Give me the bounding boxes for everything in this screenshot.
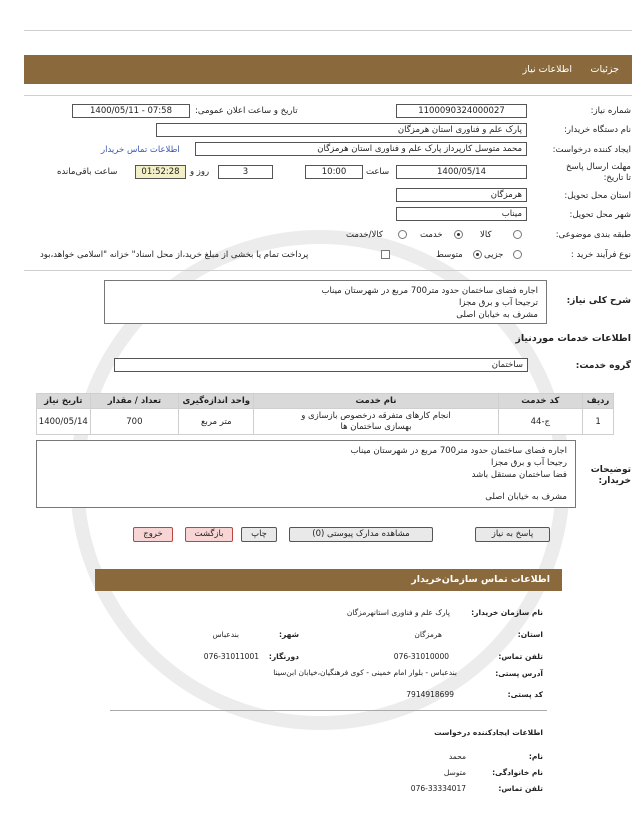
city-field: میناب <box>396 207 527 221</box>
buyer-notes-line-4: مشرف به خیابان اصلی <box>485 492 567 502</box>
description-line-3: مشرف به خیابان اصلی <box>456 310 538 320</box>
header-bar <box>24 55 632 84</box>
category-goods-service-label: کالا/خدمت <box>346 230 383 240</box>
creator-family-label: نام خانوادگی: <box>492 768 543 777</box>
remaining-time-field: 01:52:28 <box>135 165 186 179</box>
creator-family-value: متوسل <box>443 768 466 777</box>
process-medium-radio[interactable] <box>473 250 482 259</box>
creator-name-label: نام: <box>528 752 543 761</box>
back-button[interactable]: بازگشت <box>185 527 233 542</box>
deadline-date-field: 1400/05/14 <box>396 165 527 179</box>
top-rule <box>24 30 632 31</box>
contact-city-value: بندعباس <box>212 630 239 639</box>
creator-label: ایجاد کننده درخواست: <box>552 145 631 155</box>
need-number-field: 1100090324000027 <box>396 104 527 118</box>
table-row <box>37 409 614 435</box>
cell-code: ج-44 <box>498 409 582 435</box>
contact-phone-label: تلفن تماس: <box>498 652 543 661</box>
remaining-label: ساعت باقی‌مانده <box>57 167 118 177</box>
announce-field: 1400/05/11 - 07:58 <box>72 104 190 118</box>
category-goods-radio[interactable] <box>513 230 522 239</box>
services-table <box>36 393 614 435</box>
description-line-2: ترجیحا آب و برق مجزا <box>459 298 538 308</box>
form-bottom-rule <box>24 270 632 271</box>
process-label: نوع فرآیند خرید : <box>570 250 631 260</box>
cell-qty: 700 <box>90 409 179 435</box>
contact-org-label: نام سازمان خریدار: <box>471 608 543 617</box>
buyer-notes-line-2: رجیحا آب و برق مجزا <box>490 458 567 468</box>
buyer-notes-line-3: فضا ساختمان مستقل باشد <box>471 470 567 480</box>
contact-org-value: پارک علم و فناوری استانهرمزگان <box>346 608 450 617</box>
contact-province-value: هرمزگان <box>414 630 442 639</box>
creator-field: محمد متوسل کارپرداز پارک علم و فناوری استان هرمزگان <box>195 142 527 156</box>
buyer-notes-label: توضیحات خریدار: <box>590 465 631 486</box>
cell-name-line-2: بهسازی ساختمان ها <box>340 421 412 432</box>
creator-name-value: محمد <box>448 752 466 761</box>
province-field: هرمزگان <box>396 188 527 202</box>
contact-province-label: استان: <box>517 630 543 639</box>
buyer-org-label: نام دستگاه خریدار: <box>564 125 631 135</box>
service-group-field: ساختمان <box>114 358 528 372</box>
category-service-label: خدمت <box>420 230 443 240</box>
description-box <box>104 280 547 324</box>
contact-postal-value: 7914918699 <box>406 690 454 699</box>
need-number-label: شماره نیاز: <box>590 106 631 116</box>
category-goods-service-radio[interactable] <box>398 230 407 239</box>
buyer-notes-box <box>36 440 576 508</box>
cell-row: 1 <box>583 409 614 435</box>
contact-address-label: آدرس پستی: <box>495 669 543 678</box>
col-name-header: نام خدمت <box>254 394 498 409</box>
description-line-1: اجاره فضای ساختمان حدود متر700 مربع در شهرستان میناب <box>321 286 538 296</box>
print-button[interactable]: چاپ <box>241 527 277 542</box>
exit-button[interactable]: خروج <box>133 527 173 542</box>
contact-postal-label: کد پستی: <box>507 690 543 699</box>
announce-label: تاریخ و ساعت اعلان عمومی: <box>195 106 298 116</box>
cell-unit: متر مربع <box>179 409 254 435</box>
days-label: روز و <box>190 167 210 177</box>
contact-fax-value: 076-31011001 <box>203 652 259 661</box>
col-date-header: تاریخ نیاز <box>37 394 91 409</box>
contact-fax-label: دورنگار: <box>268 652 299 661</box>
attachments-button[interactable]: مشاهده مدارک پیوستی (0) <box>289 527 433 542</box>
creator-phone-label: تلفن تماس: <box>498 784 543 793</box>
form-top-rule <box>24 95 632 96</box>
creator-info-title: اطلاعات ایجادکننده درخواست <box>434 728 543 737</box>
category-goods-label: کالا <box>480 230 492 240</box>
col-qty-header: تعداد / مقدار <box>90 394 179 409</box>
tab-details[interactable]: جزئیات <box>590 64 619 75</box>
contact-divider <box>110 710 547 711</box>
creator-phone-value: 076-33334017 <box>410 784 466 793</box>
table-header-row <box>37 394 614 409</box>
deadline-label: مهلت ارسال پاسخ تا تاریخ: <box>566 162 631 183</box>
cell-date: 1400/05/14 <box>37 409 91 435</box>
time-label: ساعت <box>366 167 390 177</box>
col-unit-header: واحد اندازه‌گیری <box>179 394 254 409</box>
service-group-label: گروه خدمت: <box>575 361 631 371</box>
description-label: شرح کلی نیاز: <box>566 296 631 306</box>
contact-header-title: اطلاعات تماس سازمان‌خریدار <box>411 574 550 585</box>
contact-address-value: بندعباس - بلوار امام خمینی - کوی فرهنگیان،خیابان ابن‌سینا <box>273 668 457 677</box>
buyer-contact-link[interactable]: اطلاعات تماس خریدار <box>101 145 180 155</box>
services-title: اطلاعات خدمات موردنیاز <box>515 333 631 344</box>
cell-name-line-1: انجام کارهای متفرقه درخصوص بازسازی و <box>301 410 451 421</box>
contact-city-label: شهر: <box>279 630 299 639</box>
category-label: طبقه بندی موضوعی: <box>555 230 631 240</box>
treasury-payment-label: پرداخت تمام یا بخشی از مبلغ خرید،از محل اسناد" خزانه "اسلامی خواهد،بود <box>40 250 309 260</box>
tab-need-info[interactable]: اطلاعات نیاز <box>522 64 572 75</box>
reply-button[interactable]: پاسخ به نیاز <box>475 527 550 542</box>
process-minor-label: جزیی <box>484 250 504 260</box>
process-minor-radio[interactable] <box>513 250 522 259</box>
category-service-radio[interactable] <box>454 230 463 239</box>
col-code-header: کد خدمت <box>498 394 582 409</box>
treasury-payment-checkbox[interactable] <box>381 250 390 259</box>
col-row-header: ردیف <box>583 394 614 409</box>
deadline-time-field: 10:00 <box>305 165 363 179</box>
days-field: 3 <box>218 165 273 179</box>
buyer-org-field: پارک علم و فناوری استان هرمزگان <box>156 123 527 137</box>
process-medium-label: متوسط <box>436 250 463 260</box>
buyer-notes-line-1: اجاره فضای ساختمان حدود متر700 مربع در شهرستان میناب <box>350 446 567 456</box>
city-label: شهر محل تحویل: <box>569 210 631 220</box>
province-label: استان محل تحویل: <box>564 191 631 201</box>
contact-phone-value: 076-31010000 <box>393 652 449 661</box>
cell-name <box>254 409 498 435</box>
contact-header <box>95 569 562 591</box>
